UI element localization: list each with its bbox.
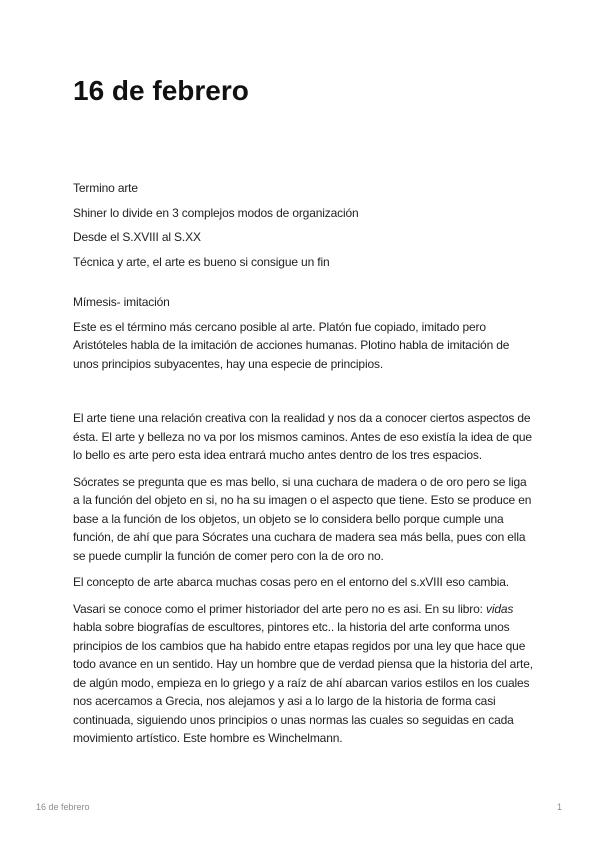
paragraph-shiner: Shiner lo divide en 3 complejos modos de organización	[73, 205, 359, 220]
paragraph-socrates: Sócrates se pregunta que es mas bello, si una cuchara de madera o de oro pero se liga a la función del objeto en si, no ha su imagen o el aspecto que tiene. Esto se produce en base a la función de los objetos, un objeto se lo considera bello porque cumple una función, de ahí que para Sócrates una cuchara de madera sea más bella, pues con ella se puede cumplir la función de comer pero con la de oro no.	[73, 474, 532, 563]
paragraph-concepto: El concepto de arte abarca muchas cosas pero en el entorno del s.xVIII eso cambia.	[73, 575, 509, 589]
paragraph-vasari-part-a: Vasari se conoce como el primer historiador del arte pero no es asi. En su libro:	[73, 601, 487, 616]
paragraph-tecnica: Técnica y arte, el arte es bueno si consigue un fin	[73, 254, 330, 269]
paragraph-desde: Desde el S.XVIII al S.XX	[73, 230, 201, 244]
paragraph-relacion-creativa: El arte tiene una relación creativa con la realidad y nos da a conocer ciertos aspectos de ésta. El arte y belleza no va por los mismos caminos. Antes de eso existía la idea de que lo bello es arte pero esta idea entrará mucho antes dentro de los tres espacios.	[73, 411, 532, 462]
paragraph-termino-cercano: Este es el término más cercano posible al arte. Platón fue copiado, imitado pero Aristóteles habla de la imitación de acciones humanas. Plotino habla de imitación de unos principios subyacentes, hay una especie de principios.	[73, 319, 510, 371]
page-title: 16 de febrero	[73, 75, 249, 106]
paragraph-termino-arte: Termino arte	[73, 181, 138, 195]
paragraph-mimesis: Mímesis- imitación	[73, 295, 170, 309]
footer-title: 16 de febrero	[36, 802, 90, 812]
footer-page-number: 1	[557, 802, 563, 812]
paragraph-vasari-part-b: habla sobre biografías de escultores, pintores etc.. la historia del arte conforma unos principios de los cambios que ha habido entre etapas regidos por una ley que hace que todo avance en un sentido. Hay un hombre que de verdad piensa que la historia del arte, de algún modo, empieza en lo griego y a raíz de ahí abarcan varios estilos en los cuales nos acercamos a Grecia, nos alejamos y asi a lo largo de la historia de forma casi continuada, siguiendo unos principios o unas normas las cuales so seguidas en cada movimiento artístico. Este hombre es Winchelmann.	[73, 620, 533, 745]
book-title-vidas: vidas	[486, 601, 514, 616]
document-body	[73, 179, 533, 748]
paragraph-vasari	[73, 600, 533, 748]
